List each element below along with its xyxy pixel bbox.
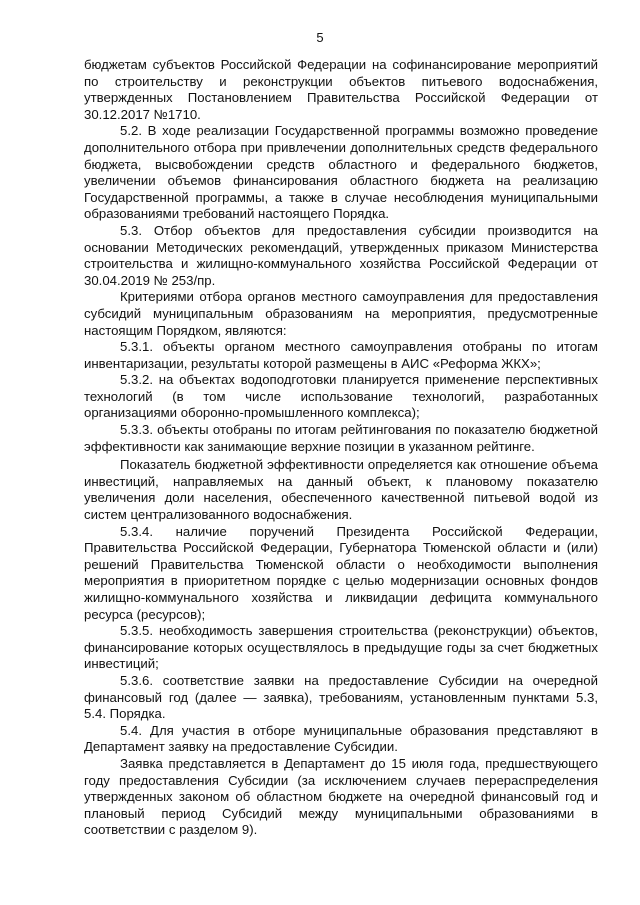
page-number: 5	[316, 30, 324, 45]
paragraph-5-3-6: 5.3.6. соответствие заявки на предоставление Субсидии на очередной финансовый год (далее — заявка), требованиям, установленным пунктами 5.3, 5.4. Порядка.	[84, 672, 598, 722]
paragraph-5-3: 5.3. Отбор объектов для предоставления субсидии производится на основании Методических рекомендаций, утвержденных приказом Министерства строительства и жилищно-коммунального хозяйства Российской Федерации от 30.04.2019 № 253/пр.	[84, 222, 598, 288]
document-body	[84, 57, 598, 839]
paragraph-5-3-2: 5.3.2. на объектах водоподготовки планируется применение перспективных технологий (в том числе использование технологий, разработанных организациями оборонно-промышленного комплекса);	[84, 372, 598, 421]
paragraph-5-3-4: 5.3.4. наличие поручений Президента Российской Федерации, Правительства Российской Федерации, Губернатора Тюменской области и (или) решений Правительства Тюменской области о необходимости выполнения мероприятия в приоритетном порядке с целью модернизации основных фондов жилищно-коммунального хозяйства и ликвидации дефицита коммунального ресурса (ресурсов);	[84, 523, 598, 622]
paragraph-5-3-3: 5.3.3. объекты отобраны по итогам рейтингования по показателю бюджетной эффективности как занимающие верхние позиции в указанном рейтинге.	[84, 422, 598, 454]
paragraph-application-deadline: Заявка представляется в Департамент до 15 июля года, предшествующего году предоставления Субсидии (за исключением случаев перераспределения утвержденных законом об областном бюджете на очередной финансовый год и плановый период Субсидий между муниципальными образованиями в соответствии с разделом 9).	[84, 755, 598, 838]
paragraph-5-2: 5.2. В ходе реализации Государственной программы возможно проведение дополнительного отбора при привлечении дополнительных средств федерального бюджета, высвобождении средств областного и федерального бюджетов, увеличении объемов финансирования областного бюджета на реализацию Государственной программы, а также в случае несоблюдения муниципальными образованиями требований настоящего Порядка.	[84, 123, 598, 222]
paragraph-5-3-5: 5.3.5. необходимость завершения строительства (реконструкции) объектов, финансирование которых осуществлялось в предыдущие годы за счет бюджетных инвестиций;	[84, 623, 598, 672]
paragraph-budget-efficiency: Показатель бюджетной эффективности определяется как отношение объема инвестиций, направляемых на данный объект, к плановому показателю увеличения доли населения, обеспеченного качественной питьевой водой из систем централизованного водоснабжения.	[84, 457, 598, 523]
paragraph-5-4: 5.4. Для участия в отборе муниципальные образования представляют в Департамент заявку на предоставление Субсидии.	[84, 722, 598, 755]
paragraph-criteria-intro: Критериями отбора органов местного самоуправления для предоставления субсидий муниципальным образованиям на мероприятия, предусмотренные настоящим Порядком, являются:	[84, 289, 598, 338]
paragraph-federal-budget-continuation: бюджетам субъектов Российской Федерации на софинансирование мероприятий по строительству и реконструкции объектов питьевого водоснабжения, утвержденных Постановлением Правительства Российской Федерации от 30.12.2017 №1710.	[84, 57, 598, 122]
paragraph-5-3-1: 5.3.1. объекты органом местного самоуправления отобраны по итогам инвентаризации, результаты которой размещены в АИС «Реформа ЖКХ»;	[84, 339, 598, 371]
